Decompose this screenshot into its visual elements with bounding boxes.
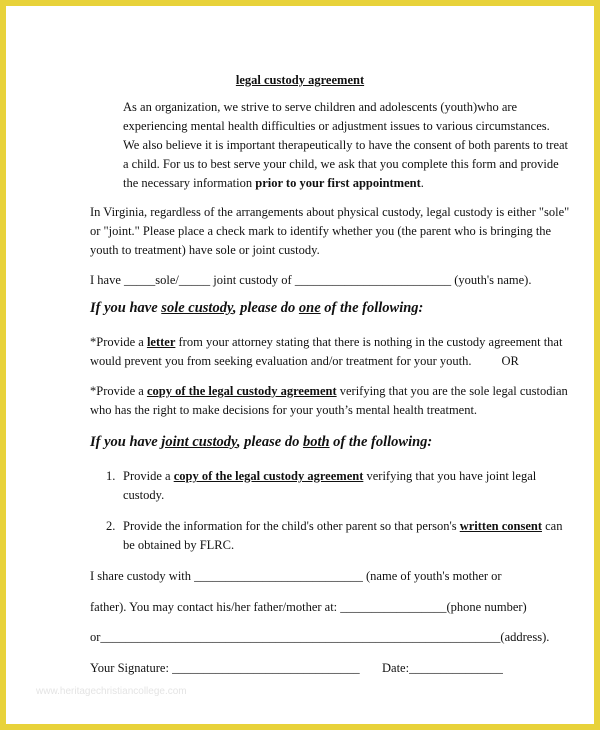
joint-option-1-cont: custody. bbox=[123, 488, 165, 502]
address-field[interactable]: or________________________________________________________________(address). bbox=[90, 630, 550, 644]
virginia-line-2: or "joint." Please place a check mark to identify whether you (the parent who is bringing the bbox=[90, 224, 552, 238]
signature-field[interactable]: Your Signature: ______________________________ bbox=[90, 661, 360, 675]
share-custody-field[interactable]: I share custody with ___________________________ (name of youth's mother or bbox=[90, 569, 502, 583]
document-page bbox=[6, 6, 594, 724]
intro-line-3: We also believe it is important therapeutically to have the consent of both parents to treat bbox=[123, 138, 569, 152]
joint-custody-heading: If you have joint custody, please do both of the following: bbox=[90, 434, 433, 450]
intro-line-5: the necessary information prior to your first appointment. bbox=[123, 176, 424, 190]
contact-phone-field[interactable]: father). You may contact his/her father/mother at: _________________(phone number) bbox=[90, 600, 527, 614]
virginia-line-3: youth to treatment) have sole or joint custody. bbox=[90, 243, 320, 257]
joint-option-2: Provide the information for the child's other parent so that person's written consent can bbox=[123, 519, 563, 533]
intro-line-4: a child. For us to best serve your child, we ask that you complete this form and provide bbox=[123, 157, 559, 171]
watermark: www.heritagechristiancollege.com bbox=[36, 686, 187, 697]
sole-option-2-cont: who has the right to make decisions for your youth’s mental health treatment. bbox=[90, 403, 478, 417]
date-field[interactable]: Date:_______________ bbox=[382, 661, 503, 675]
joint-option-2-number: 2. bbox=[106, 519, 116, 533]
intro-line-2: experiencing mental health difficulties or adjustment issues to various circumstances. bbox=[123, 119, 550, 133]
virginia-line-1: In Virginia, regardless of the arrangements about physical custody, legal custody is either "sole" bbox=[90, 205, 570, 219]
joint-option-1-number: 1. bbox=[106, 469, 116, 483]
sole-custody-heading: If you have sole custody, please do one of the following: bbox=[90, 300, 424, 316]
sole-option-1: *Provide a letter from your attorney stating that there is nothing in the custody agreement that bbox=[90, 335, 563, 349]
sole-option-2: *Provide a copy of the legal custody agreement verifying that you are the sole legal custodian bbox=[90, 384, 568, 398]
joint-option-2-cont: be obtained by FLRC. bbox=[123, 538, 235, 552]
joint-option-1: Provide a copy of the legal custody agreement verifying that you have joint legal bbox=[123, 469, 537, 483]
document-title: legal custody agreement bbox=[235, 73, 365, 87]
or-label: OR bbox=[501, 354, 519, 368]
custody-type-field[interactable]: I have _____sole/_____ joint custody of _________________________ (youth's name). bbox=[90, 273, 532, 287]
intro-line-1: As an organization, we strive to serve children and adolescents (youth)who are bbox=[123, 100, 518, 114]
sole-option-1-cont: would prevent you from seeking evaluation and/or treatment for your youth. OR bbox=[90, 354, 519, 368]
